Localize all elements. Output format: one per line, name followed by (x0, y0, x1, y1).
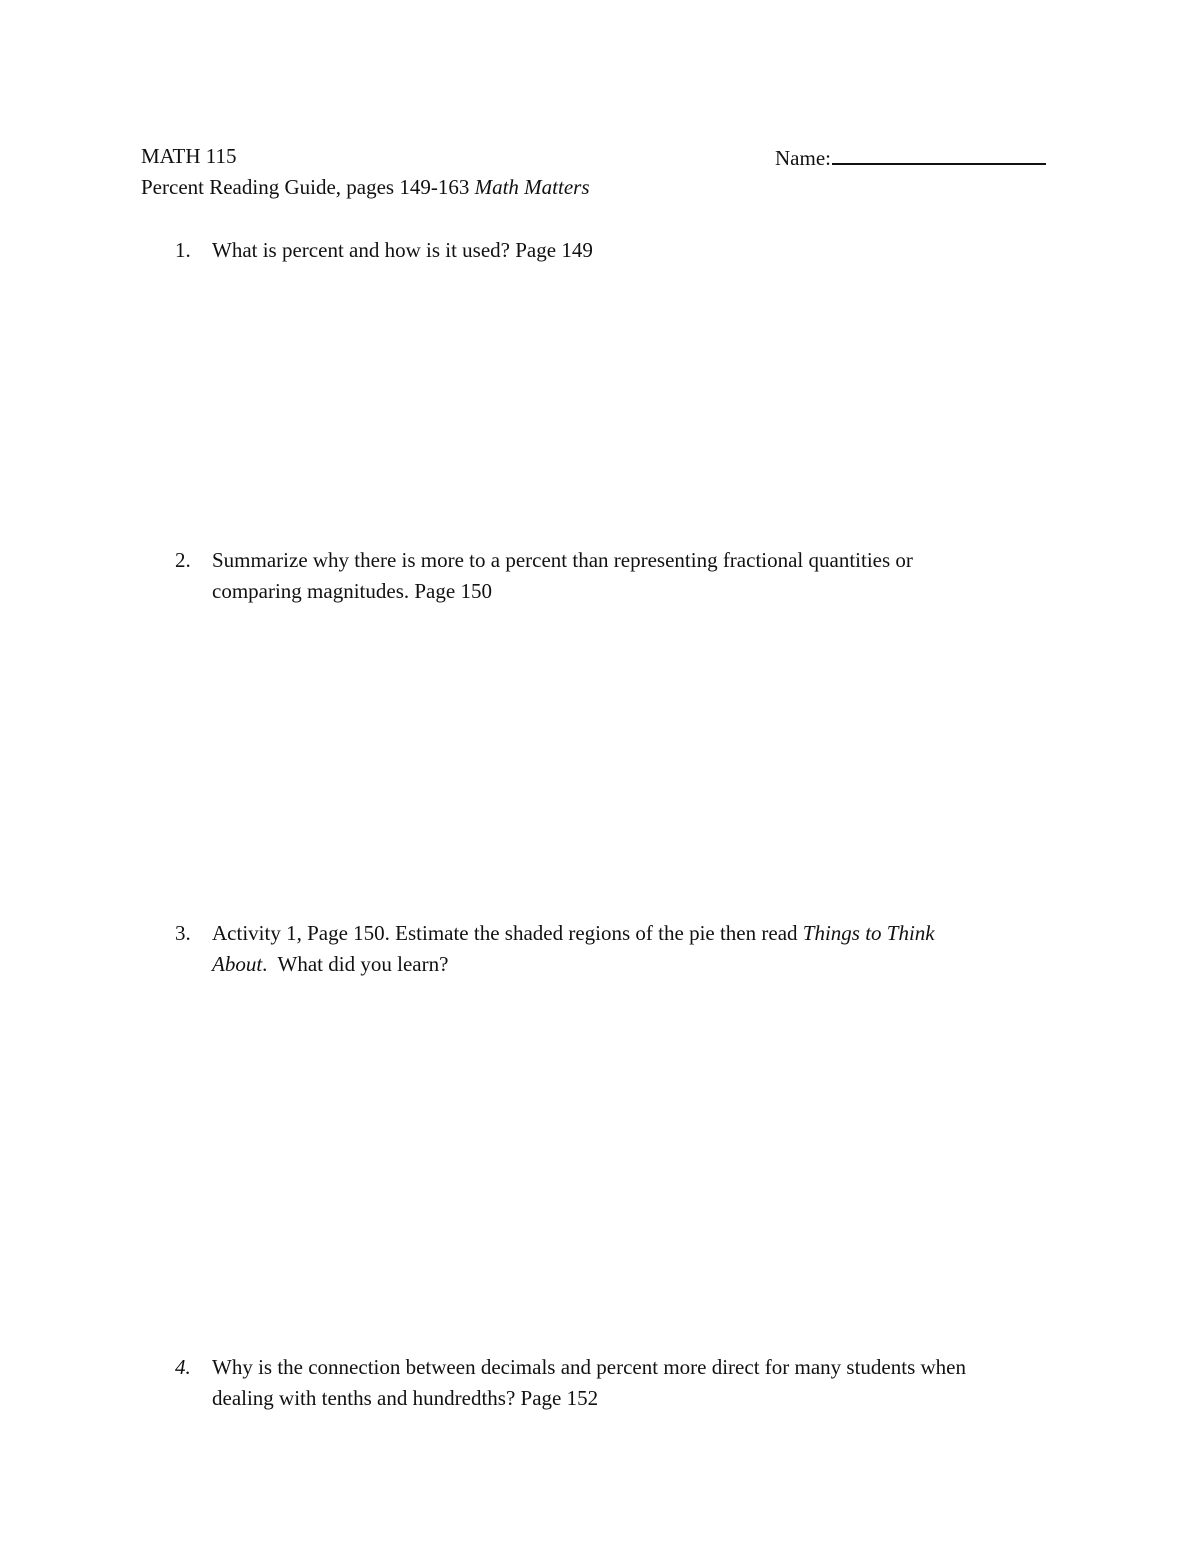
name-label: Name: (775, 146, 831, 170)
name-field (775, 141, 1046, 174)
guide-description: Percent Reading Guide, pages 149-163 (141, 175, 475, 199)
question-text (212, 918, 1072, 980)
question-line: Why is the connection between decimals and percent more direct for many students when (212, 1355, 966, 1379)
course-code: MATH 115 (141, 144, 237, 168)
question-line: comparing magnitudes. Page 150 (212, 579, 492, 603)
question-italic-segment: Things to Think (802, 921, 935, 945)
question-italic-segment: About (212, 952, 263, 976)
question-line (212, 918, 1072, 949)
name-blank-line (832, 141, 1046, 165)
question-number: 2. (175, 548, 191, 572)
question-line (212, 949, 1072, 980)
question-number: 1. (175, 238, 191, 262)
book-title: Math Matters (474, 175, 590, 199)
question-number: 3. (175, 921, 191, 945)
question-line: Summarize why there is more to a percent than representing fractional quantities or (212, 548, 913, 572)
question-text (212, 235, 1072, 266)
question-number: 4. (175, 1355, 191, 1379)
question-line: What is percent and how is it used? Page 149 (212, 238, 593, 262)
question-line: dealing with tenths and hundredths? Page 152 (212, 1386, 599, 1410)
question-text (212, 1352, 1072, 1414)
question-text-segment: Activity 1, Page 150. Estimate the shaded regions of the pie then read (212, 921, 803, 945)
question-text-segment: . What did you learn? (262, 952, 449, 976)
guide-subtitle (141, 172, 590, 203)
question-text (212, 545, 1072, 607)
